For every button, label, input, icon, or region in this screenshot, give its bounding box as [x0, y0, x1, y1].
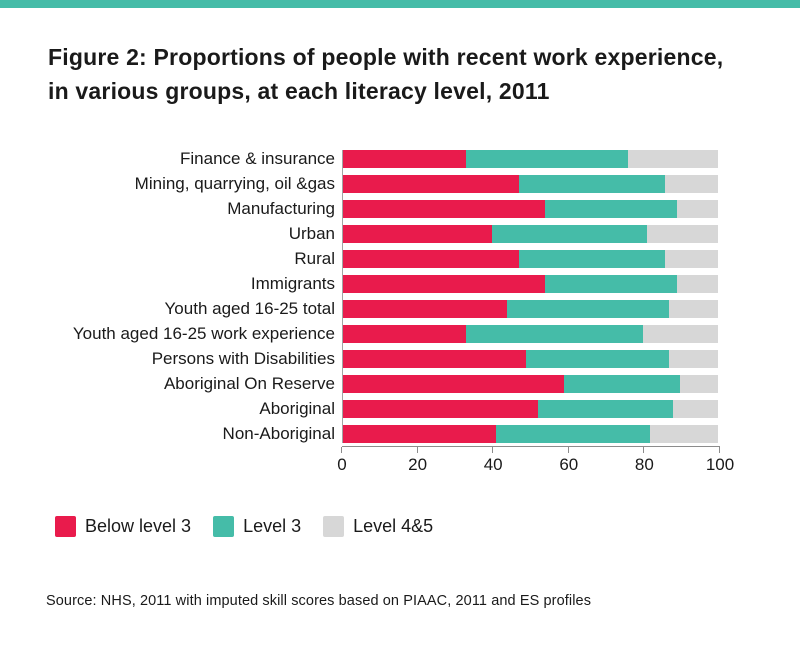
- bar-segment-level-3: [545, 275, 677, 293]
- x-axis-tick-label: 80: [634, 455, 654, 474]
- category-label: Manufacturing: [227, 199, 335, 218]
- bar-segment-below-level-3: [342, 425, 496, 443]
- bar-segment-below-level-3: [342, 275, 545, 293]
- x-axis-tick-label: 0: [337, 455, 347, 474]
- bar-row: [42, 425, 742, 443]
- x-axis: [337, 446, 735, 476]
- legend-label: Level 4&5: [353, 516, 434, 536]
- x-axis-tick-label: 100: [705, 455, 735, 474]
- bar-segment-level-3: [526, 350, 669, 368]
- bar-segment-level-4-5: [669, 350, 718, 368]
- bar-segment-level-3: [507, 300, 669, 318]
- bar-segment-level-4-5: [677, 275, 718, 293]
- bar-track: [342, 175, 718, 193]
- bar-segment-below-level-3: [342, 350, 526, 368]
- bar-segment-level-3: [538, 400, 673, 418]
- bar-row: [42, 175, 742, 193]
- category-label: Persons with Disabilities: [151, 349, 335, 368]
- bar-segment-below-level-3: [342, 300, 507, 318]
- chart-rows: [42, 150, 742, 443]
- bar-segment-level-4-5: [677, 200, 718, 218]
- source-note: Source: NHS, 2011 with imputed skill scores based on PIAAC, 2011 and ES profiles: [46, 593, 592, 609]
- bar-track: [342, 375, 718, 393]
- category-label: Aboriginal On Reserve: [163, 374, 335, 393]
- bar-segment-level-4-5: [650, 425, 718, 443]
- x-axis-tick: [492, 447, 493, 453]
- x-axis-tick-label: 60: [559, 455, 579, 474]
- bar-segment-level-4-5: [680, 375, 718, 393]
- bar-segment-level-3: [545, 200, 677, 218]
- legend-item: [213, 516, 301, 537]
- bar-segment-below-level-3: [342, 325, 466, 343]
- y-axis-line: [342, 150, 343, 443]
- bar-segment-level-4-5: [665, 175, 718, 193]
- bar-track: [342, 300, 718, 318]
- bar-row: [42, 250, 742, 268]
- category-label: Rural: [294, 249, 335, 268]
- bar-segment-below-level-3: [342, 200, 545, 218]
- x-axis-tick: [341, 447, 342, 453]
- bar-segment-level-4-5: [673, 400, 718, 418]
- bar-row: [42, 275, 742, 293]
- bar-segment-below-level-3: [342, 250, 519, 268]
- legend-label: Below level 3: [85, 516, 192, 536]
- x-axis-tick-label: 20: [408, 455, 428, 474]
- bar-segment-below-level-3: [342, 175, 519, 193]
- bar-segment-level-4-5: [669, 300, 718, 318]
- bar-row: [42, 225, 742, 243]
- legend-swatch: [55, 516, 76, 537]
- x-axis-tick-label: 40: [483, 455, 503, 474]
- legend-item: [323, 516, 433, 537]
- top-accent-stripe: [0, 0, 800, 8]
- category-label: Youth aged 16-25 work experience: [72, 324, 335, 343]
- bar-row: [42, 375, 742, 393]
- bar-track: [342, 150, 718, 168]
- bar-segment-level-4-5: [643, 325, 718, 343]
- category-label: Mining, quarrying, oil &gas: [134, 174, 335, 193]
- bar-track: [342, 225, 718, 243]
- legend-label: Level 3: [243, 516, 302, 536]
- x-axis-tick: [568, 447, 569, 453]
- bar-segment-level-3: [492, 225, 646, 243]
- legend-swatch: [323, 516, 344, 537]
- bar-segment-level-3: [564, 375, 681, 393]
- category-label: Immigrants: [250, 274, 335, 293]
- bar-segment-level-3: [466, 325, 643, 343]
- bar-row: [42, 350, 742, 368]
- category-label: Aboriginal: [259, 399, 335, 418]
- bar-segment-level-4-5: [665, 250, 718, 268]
- bar-segment-below-level-3: [342, 225, 492, 243]
- bar-track: [342, 425, 718, 443]
- category-label: Urban: [288, 224, 335, 243]
- legend-swatch: [213, 516, 234, 537]
- bar-track: [342, 400, 718, 418]
- bar-segment-level-4-5: [628, 150, 718, 168]
- bar-segment-level-3: [466, 150, 628, 168]
- bar-track: [342, 275, 718, 293]
- bar-segment-level-3: [496, 425, 650, 443]
- bar-track: [342, 200, 718, 218]
- x-axis-tick: [719, 447, 720, 453]
- bar-row: [42, 200, 742, 218]
- bar-segment-level-3: [519, 175, 666, 193]
- bar-segment-below-level-3: [342, 150, 466, 168]
- bar-row: [42, 400, 742, 418]
- bar-row: [42, 300, 742, 318]
- figure-title: Figure 2: Proportions of people with recent work experience, in various groups, at each literacy level, 2011: [48, 44, 724, 104]
- bar-track: [342, 250, 718, 268]
- category-label: Youth aged 16-25 total: [164, 299, 335, 318]
- bar-row: [42, 325, 742, 343]
- bar-track: [342, 350, 718, 368]
- bar-row: [42, 150, 742, 168]
- chart-legend: [55, 516, 800, 537]
- x-axis-tick: [417, 447, 418, 453]
- bar-segment-below-level-3: [342, 400, 538, 418]
- x-axis-tick: [643, 447, 644, 453]
- bar-segment-level-4-5: [647, 225, 718, 243]
- category-label: Non-Aboriginal: [222, 424, 335, 443]
- legend-item: [55, 516, 191, 537]
- stacked-bar-chart: [42, 150, 742, 476]
- category-label: Finance & insurance: [180, 149, 335, 168]
- bar-track: [342, 325, 718, 343]
- bar-segment-below-level-3: [342, 375, 564, 393]
- bar-segment-level-3: [519, 250, 666, 268]
